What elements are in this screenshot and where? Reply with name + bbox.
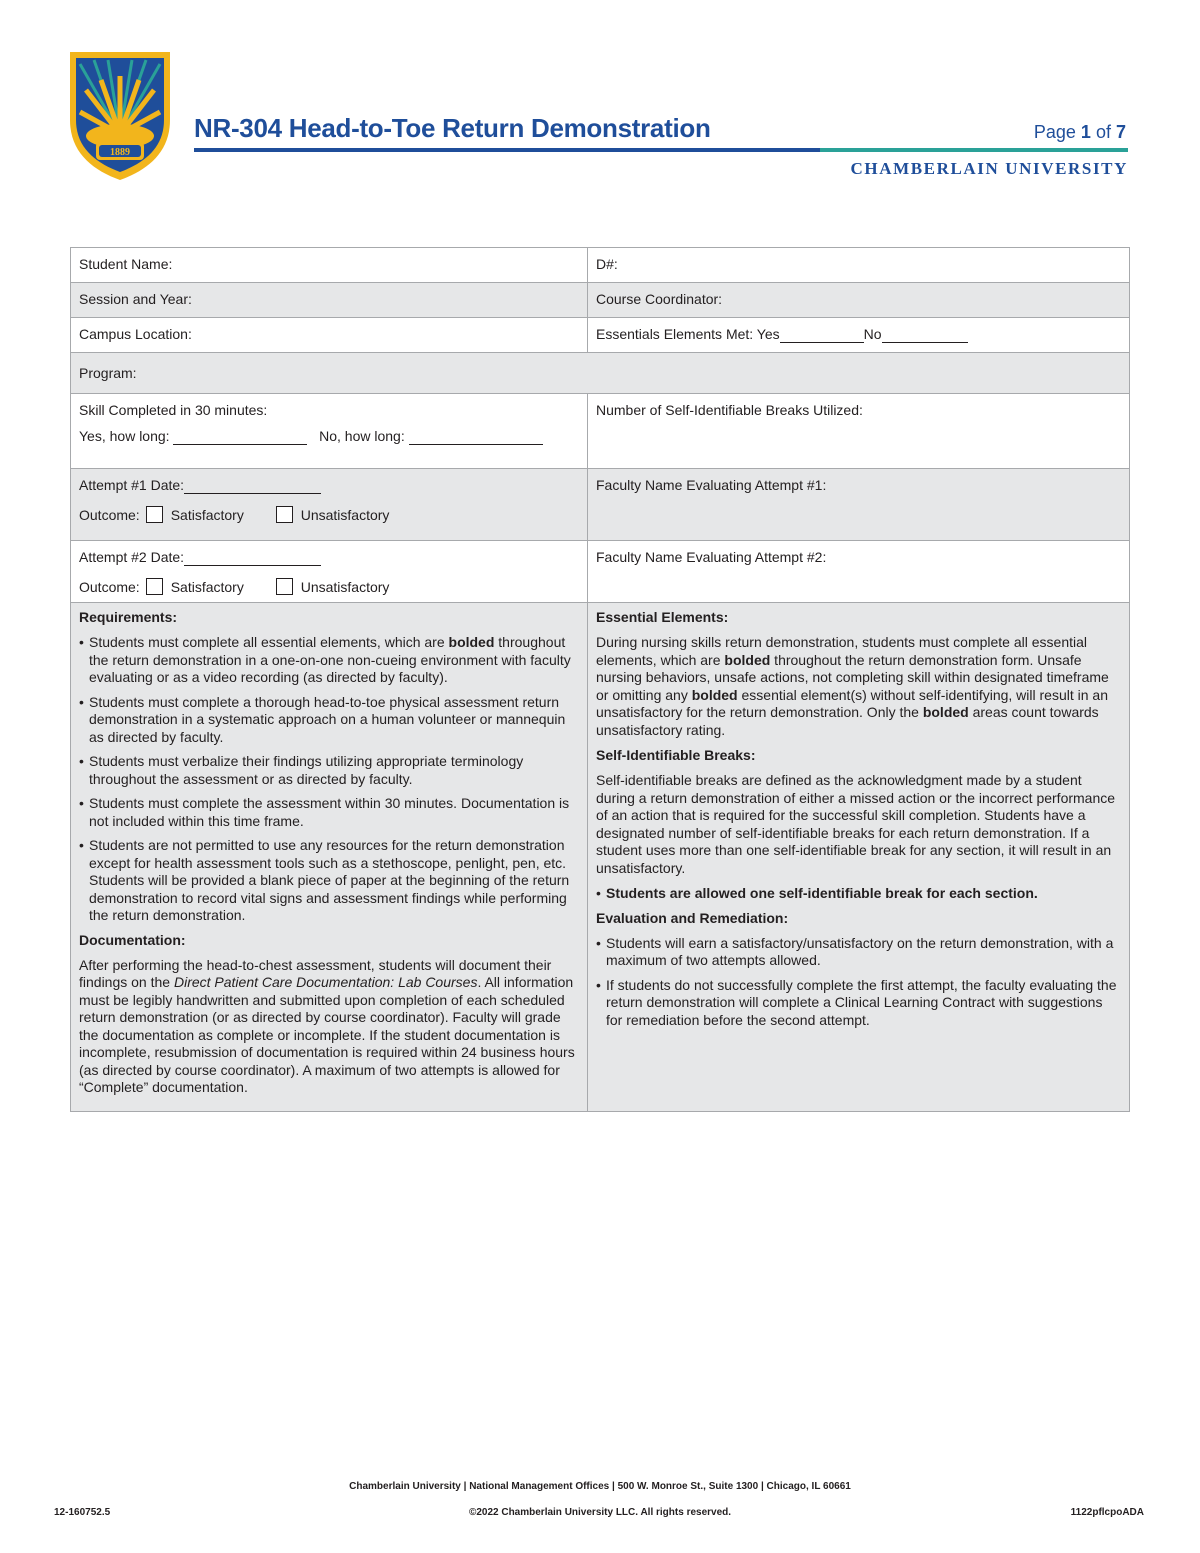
evaluation-item: • If students do not successfully complete the first attempt, the faculty evaluating the return demonstration will complete a Clinical Learning Contract with suggestions for remediation before the second attempt. xyxy=(596,977,1121,1030)
documentation-heading: Documentation: xyxy=(79,931,186,948)
attempt1-field: Attempt #1 Date: Outcome: Satisfactory Unsatisfactory xyxy=(71,469,588,541)
attempt1-satisfactory-checkbox[interactable] xyxy=(146,506,163,523)
attempt2-satisfactory-checkbox[interactable] xyxy=(146,578,163,595)
requirement-item: • Students must complete a thorough head-to-toe physical assessment return demonstration in a systematic approach on a human volunteer or mannequin as directed by faculty. xyxy=(79,694,579,747)
footer-address: Chamberlain University | National Management Offices | 500 W. Monroe St., Suite 1300 | Chicago, IL 60661 xyxy=(349,1481,851,1492)
university-wordmark: CHAMBERLAIN UNIVERSITY xyxy=(850,159,1128,178)
program-field[interactable]: Program: xyxy=(71,353,1130,394)
essential-elements-text: During nursing skills return demonstration, students must complete all essential elements, which are bolded throughout the return demonstration form. Unsafe nursing behaviors, unsafe actions, not completing skill within designated timeframe or omitting any bolded essential element(s) without self-identifying, will result in an unsatisfactory for the return demonstration. Only the bolded areas count towards unsatisfactory rating. xyxy=(596,634,1109,738)
crest-logo xyxy=(66,50,174,182)
documentation-text: After performing the head-to-chest assessment, students will document their findings on the Direct Patient Care Documentation: Lab Courses. All information must be legibly handwritten and submitted upon completion of each scheduled return demonstration (or as directed by course coordinator). Faculty will grade the documentation as complete or incomplete. If the student documentation is incomplete, resubmission of documentation is required within 24 business hours (as directed by course coordinator). A maximum of two attempts is allowed for “Complete” documentation. xyxy=(79,956,575,1095)
breaks-utilized-field[interactable]: Number of Self-Identifiable Breaks Utilized: xyxy=(588,394,1130,469)
breaks-rule: • Students are allowed one self-identifiable break for each section. xyxy=(596,885,1121,903)
requirement-item: • Students must verbalize their findings utilizing appropriate terminology throughout the assessment or as directed by faculty. xyxy=(79,753,579,788)
requirements-section xyxy=(71,603,588,1112)
essential-elements-heading: Essential Elements: xyxy=(596,609,729,625)
requirement-item: • Students must complete the assessment within 30 minutes. Documentation is not included within this time frame. xyxy=(79,795,579,830)
requirement-item: • Students are not permitted to use any resources for the return demonstration except for health assessment tools such as a stethoscope, penlight, pen, etc. Students will be provided a blank piece of paper at the beginning of the return demonstration to record vital signs and assessment findings while performing the return demonstration. xyxy=(79,837,579,925)
no-how-long-line[interactable] xyxy=(409,430,543,445)
page-total: 7 xyxy=(1115,122,1126,142)
requirements-heading: Requirements: xyxy=(79,609,178,625)
crest-year: 1889 xyxy=(110,147,130,158)
campus-location-field[interactable]: Campus Location: xyxy=(71,318,588,353)
essentials-yes-line[interactable] xyxy=(780,328,864,343)
attempt2-unsatisfactory-checkbox[interactable] xyxy=(276,578,293,595)
attempt1-date-line[interactable] xyxy=(184,479,321,494)
yes-how-long-line[interactable] xyxy=(173,430,307,445)
page-number xyxy=(1034,122,1126,143)
faculty2-field[interactable]: Faculty Name Evaluating Attempt #2: xyxy=(588,541,1130,603)
page-label: Page xyxy=(1033,122,1076,142)
footer-code-right: 1122pflcpoADA xyxy=(1070,1507,1144,1518)
breaks-heading: Self-Identifiable Breaks: xyxy=(596,747,756,763)
session-year-field[interactable]: Session and Year: xyxy=(71,283,588,318)
essential-elements-section xyxy=(588,603,1130,1112)
evaluation-form-table xyxy=(70,247,1130,1112)
breaks-text: Self-identifiable breaks are defined as the acknowledgment made by a student during a return demonstration of either a missed action or the incorrect performance of an action that is required for the successful skill completion. Students have a designated number of self-identifiable breaks for each return demonstration. If a student uses more than one self-identifiable break for any section, it will result in an unsatisfactory. xyxy=(596,772,1116,876)
evaluation-heading: Evaluation and Remediation: xyxy=(596,909,789,926)
skill-completed-field: Skill Completed in 30 minutes: Yes, how long: No, how long: xyxy=(71,394,588,469)
footer-copyright: ©2022 Chamberlain University LLC. All rights reserved. xyxy=(468,1507,732,1518)
page-current: 1 xyxy=(1080,122,1091,142)
essentials-met-field[interactable]: Essentials Elements Met: Yes No xyxy=(588,318,1130,353)
header-rule-accent xyxy=(820,148,1128,152)
faculty1-field[interactable]: Faculty Name Evaluating Attempt #1: xyxy=(588,469,1130,541)
student-name-field[interactable]: Student Name: xyxy=(71,248,588,283)
attempt2-field: Attempt #2 Date: Outcome: Satisfactory Unsatisfactory xyxy=(71,541,588,603)
page-of: of xyxy=(1095,122,1111,142)
footer-code-left: 12-160752.5 xyxy=(54,1507,111,1518)
course-coordinator-field[interactable]: Course Coordinator: xyxy=(588,283,1130,318)
attempt2-date-line[interactable] xyxy=(184,551,321,566)
essentials-no-line[interactable] xyxy=(882,328,968,343)
page-title: NR-304 Head-to-Toe Return Demonstration xyxy=(194,113,711,143)
evaluation-item: • Students will earn a satisfactory/unsatisfactory on the return demonstration, with a maximum of two attempts allowed. xyxy=(596,935,1121,970)
requirement-item: • Students must complete all essential elements, which are bolded throughout the return demonstration in a one-on-one non-cueing environment with faculty evaluating or as a video recording (as directed by faculty). xyxy=(79,634,579,687)
attempt1-unsatisfactory-checkbox[interactable] xyxy=(276,506,293,523)
d-number-field[interactable]: D#: xyxy=(588,248,1130,283)
